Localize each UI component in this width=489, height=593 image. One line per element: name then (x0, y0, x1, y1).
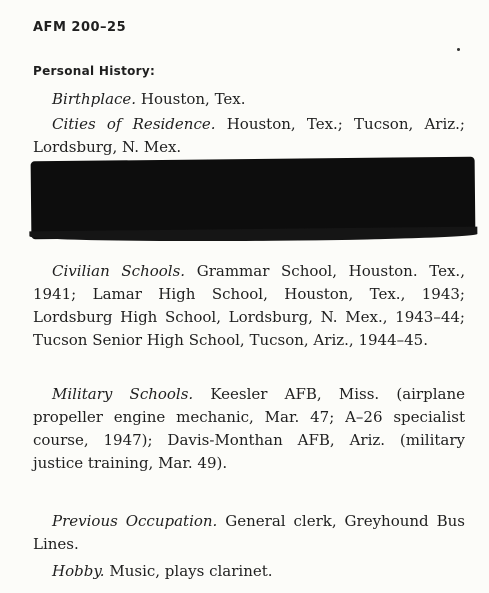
redaction-bar (31, 157, 476, 240)
entry-birthplace (33, 88, 465, 111)
occupation-label: Previous Occupation. (52, 512, 218, 530)
entry-military-schools (33, 383, 465, 475)
entry-residence (33, 113, 465, 159)
residence-label: Cities of Residence. (52, 115, 216, 133)
occupation-value: General clerk, Greyhound Bus Lines. (33, 512, 465, 553)
entry-previous-occupation (33, 510, 465, 556)
birthplace-value: Houston, Tex. (140, 90, 246, 108)
birthplace-label: Birthplace. (52, 90, 137, 108)
entry-hobby (33, 560, 465, 583)
civilian-label: Civilian Schools. (52, 262, 186, 280)
hobby-label: Hobby. (52, 562, 105, 580)
military-label: Military Schools. (52, 385, 194, 403)
residence-value: Houston, Tex.; Tucson, Ariz.; Lordsburg, N. Mex. (33, 115, 465, 156)
section-title: Personal History: (33, 64, 156, 78)
hobby-value: Music, plays clarinet. (109, 562, 273, 580)
form-code: AFM 200–25 (33, 20, 127, 35)
military-value: Keesler AFB, Miss. (airplane propeller engine mechanic, Mar. 47; A–26 specialist course, 1947); Davis-Monthan AFB, Ariz. (military justice training, Mar. 49). (33, 385, 465, 472)
speck (457, 48, 460, 51)
entry-civilian-schools (33, 260, 465, 352)
civilian-value: Grammar School, Houston. Tex., 1941; Lamar High School, Houston, Tex., 1943; Lordsburg High School, Lordsburg, N. Mex., 1943–44; Tucson Senior High School, Tucson, Ariz., 1944–45. (33, 262, 465, 349)
